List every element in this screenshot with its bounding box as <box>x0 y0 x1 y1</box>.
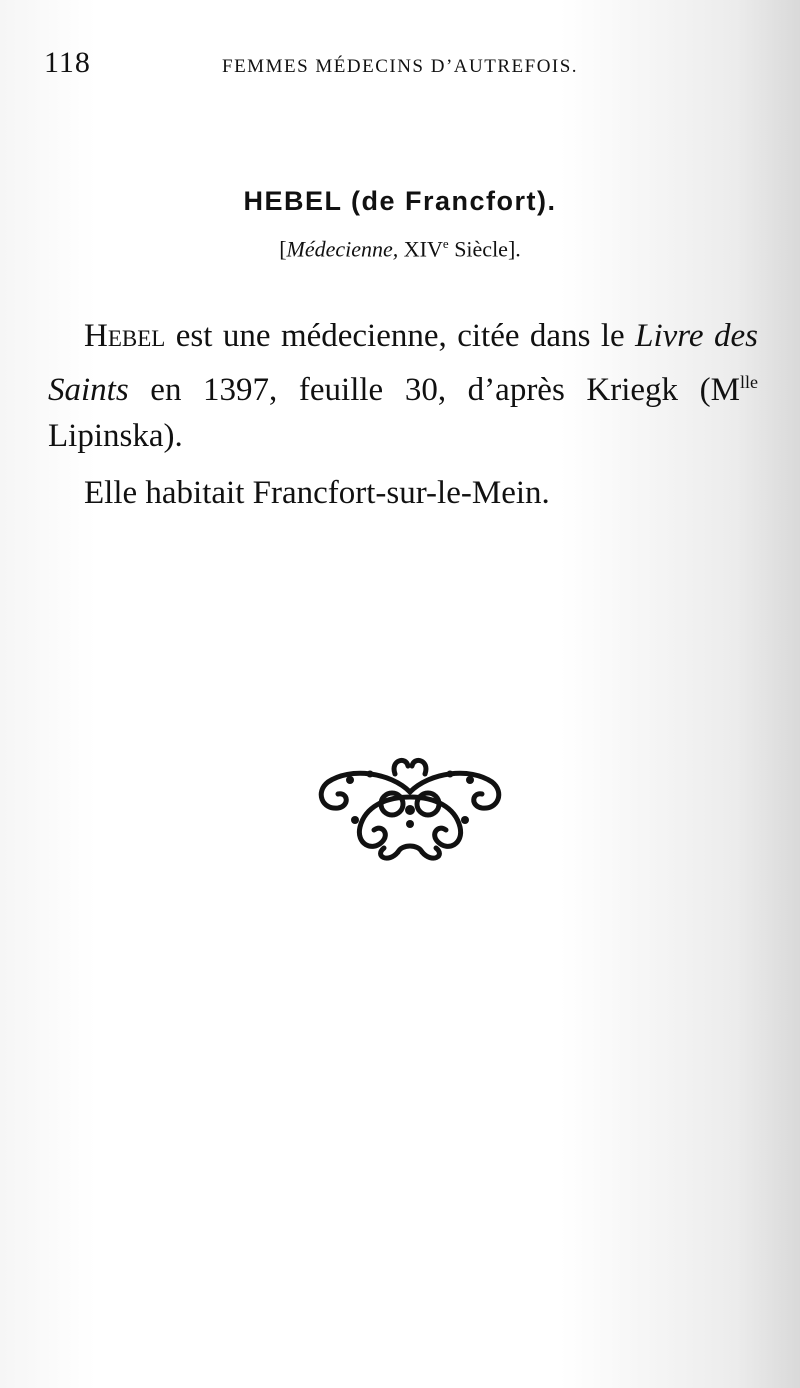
subtitle-century-sup: e <box>442 236 449 251</box>
running-head: FEMMES MÉDECINS D’AUTREFOIS. <box>222 56 579 77</box>
paragraph-1-text-c: Lipinska). <box>48 418 183 454</box>
subtitle-role: Médecienne, <box>286 236 399 262</box>
paragraph-1-sup: lle <box>740 372 758 392</box>
paragraph-1-name: Hebel <box>84 318 166 354</box>
entry-title: HEBEL (de Francfort). <box>243 186 557 216</box>
paragraph-1-book: Livre des Saints <box>48 318 758 408</box>
page-number: 118 <box>44 46 91 79</box>
subtitle-siecle: Siècle]. <box>454 236 521 262</box>
paragraph-1-text-b: en 1397, feuille 30, d’après Kriegk (M <box>128 372 740 408</box>
entry-subtitle <box>0 236 800 262</box>
paragraph-2: Elle habitait Francfort-sur-le-Mein. <box>84 475 550 511</box>
fleuron-ornament-icon <box>310 752 510 870</box>
subtitle-open-bracket: [ <box>279 236 287 262</box>
paragraph-1 <box>48 313 758 459</box>
paragraph-1-text-a: est une médecienne, citée dans le <box>165 318 636 354</box>
subtitle-century: XIV <box>403 236 443 262</box>
